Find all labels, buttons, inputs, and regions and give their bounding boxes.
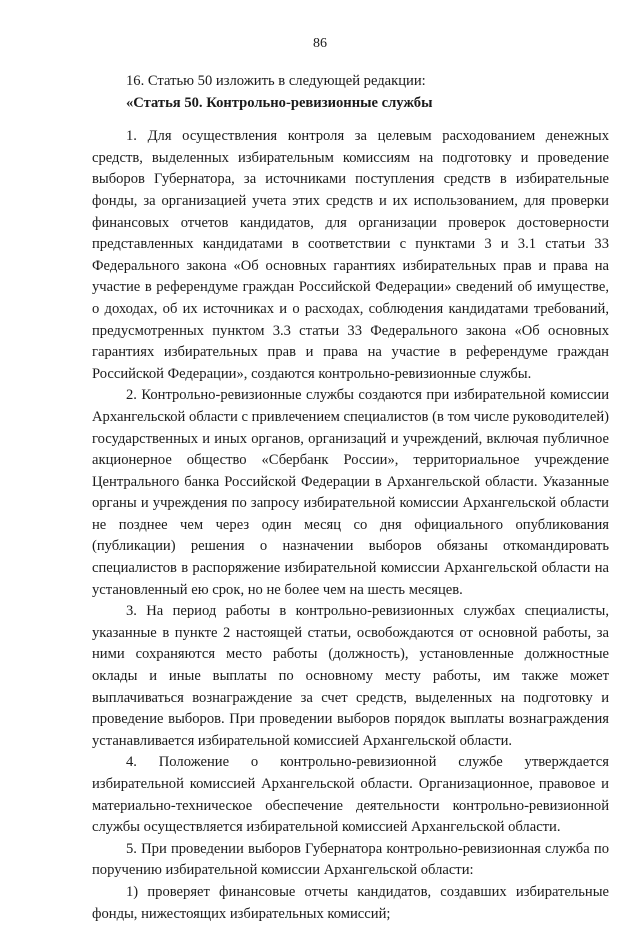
article-title: «Статья 50. Контрольно-ревизионные службы <box>126 94 433 111</box>
amendment-intro: 16. Статью 50 изложить в следующей редакции: <box>126 73 426 89</box>
paragraph-5-item-1: 1) проверяет финансовые отчеты кандидатов, создавших избирательные фонды, нижестоящих избирательных комиссий; <box>92 883 609 922</box>
paragraph-5: 5. При проведении выборов Губернатора контрольно-ревизионная служба по поручению избирательной комиссии Архангельской области: <box>92 840 609 879</box>
paragraph-3: 3. На период работы в контрольно-ревизионных службах специалисты, указанные в пункте 2 настоящей статьи, освобождаются от основной работы, за ними сохраняются место работы (должность), установленные должностные оклады и иные выплаты по основному месту работы, им также может выплачиваться вознаграждение за счет средств, выделенных на подготовку и проведение выборов. При проведении выборов порядок выплаты вознаграждения устанавливается избирательной комиссией Архангельской области. <box>92 603 609 749</box>
paragraph-4: 4. Положение о контрольно-ревизионной службе утверждается избирательной комиссией Архангельской области. Организационное, правовое и материально-техническое обеспечение деятельности контрольно-ревизионной службы осуществляется избирательной комиссией Архангельской области. <box>92 754 609 836</box>
document-body <box>92 71 609 925</box>
paragraph-1: 1. Для осуществления контроля за целевым расходованием денежных средств, выделенных избирательным комиссиям на подготовку и проведение выборов Губернатора, за источниками поступления средств в избирательные фонды, за организацией учета этих средств и их использованием, для проверки финансовых отчетов кандидатов, для организации проверок достоверности представленных кандидатами в соответствии с пунктами 3 и 3.1 статьи 33 Федерального закона «Об основных гарантиях избирательных прав и права на участие в референдуме граждан Российской Федерации» сведений об имуществе, о доходах, об их источниках и о расходах, соблюдения кандидатами требований, предусмотренных пунктом 3.3 статьи 33 Федерального закона «Об основных гарантиях избирательных прав и права на участие в референдуме граждан Российской Федерации», создаются контрольно-ревизионные службы. <box>92 128 609 382</box>
paragraph-2: 2. Контрольно-ревизионные службы создаются при избирательной комиссии Архангельской области с привлечением специалистов (в том числе руководителей) государственных и иных органов, организаций и учреждений, включая публичное акционерное общество «Сбербанк России», территориальное учреждение Центрального банка Российской Федерации в Архангельской области. Указанные органы и учреждения по запросу избирательной комиссии Архангельской области не позднее чем через один месяц со дня официального опубликования (публикации) решения о назначении выборов обязаны откомандировать специалистов в распоряжение избирательной комиссии Архангельской области на установленный ею срок, но не более чем на шесть месяцев. <box>92 387 609 598</box>
page-number: 86 <box>313 36 327 51</box>
